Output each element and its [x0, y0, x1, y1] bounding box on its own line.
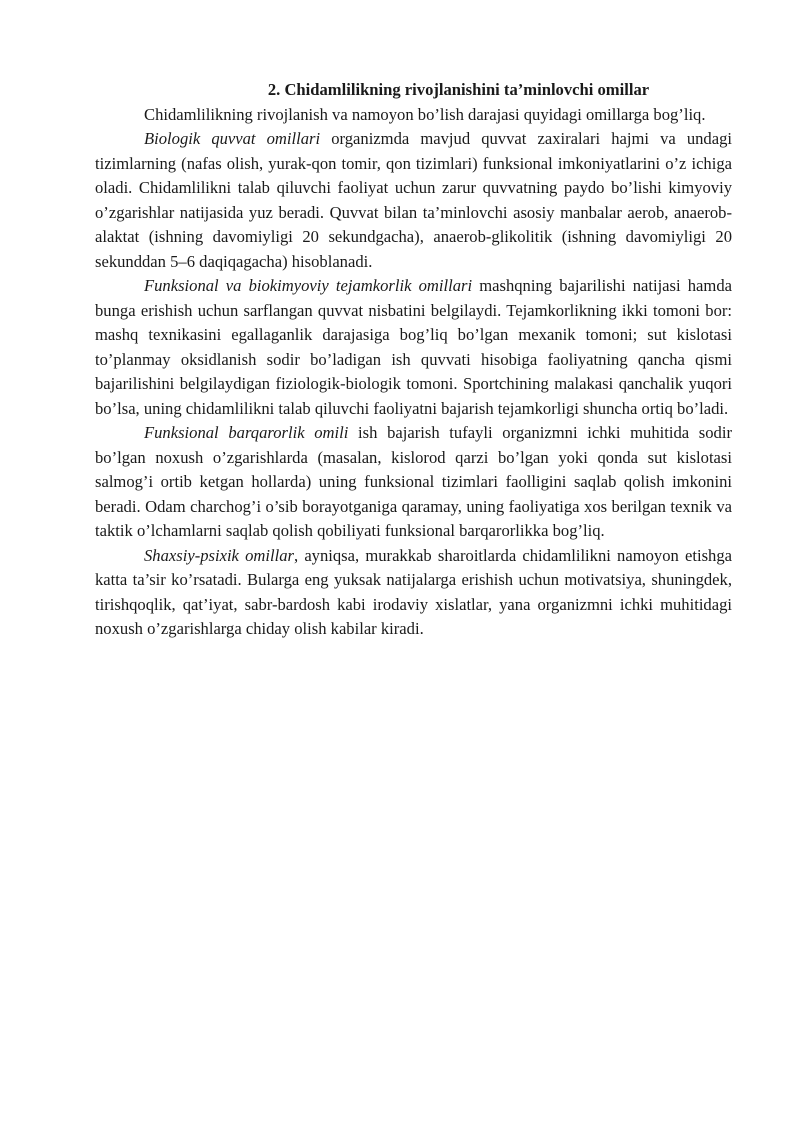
paragraph-stability-factor — [95, 421, 732, 544]
paragraph-economy-factors — [95, 274, 732, 421]
paragraph-text: ish bajarish tufayli organizmni ichki muhitida sodir bo’lgan noxush o’zgarishlarda (masalan, kislorod qarzi bo’lgan yoki qonda sut kislotasi salmog’i ortib ketgan hollarda) uning funksional tizimlari faolligini saqlab qolish imkonini beradi. Odam charchog’i o’sib borayotganiga qaramay, uning faoliyatiga xos berilgan texnik va taktik o’lchamlarni saqlab qolish qobiliyati funksional barqarorlikka bog’liq. — [95, 423, 732, 540]
paragraph-text: , ayniqsa, murakkab sharoitlarda chidamlilikni namoyon etishga katta ta’sir ko’rsatadi. Bularga eng yuksak natijalarga erishish uchun motivatsiya, shuningdek, tirishqoqlik, qat’iyat, sabr-bardosh kabi irodaviy xislatlar, yana organizmni ichki muhitidagi noxush o’zgarishlarga chiday olish kabilar kiradi. — [95, 545, 732, 638]
paragraph-text: organizmda mavjud quvvat zaxiralari hajmi va undagi tizimlarning (nafas olish, yurak-qon tomir, qon tizimlari) funksional imkoniyatlarini o’z ichiga oladi. Chidamlilikni talab qiluvchi faoliyat uchun zarur quvvatning paydo bo’lishi kimyoviy o’zgarishlar natijasida yuz beradi. Quvvat bilan ta’minlovchi asosiy manbalar aerob, anaerob-alaktat (ishning davomiyligi 20 sekundgacha), anaerob-glikolitik (ishning davomiyligi 20 sekunddan 5–6 daqiqagacha) hisoblanadi. — [95, 129, 732, 271]
paragraph-biological-factors — [95, 127, 732, 274]
paragraph-text: mashqning bajarilishi natijasi hamda bunga erishish uchun sarflangan quvvat nisbatini belgilaydi. Tejamkorlikning ikki tomoni bor: mashq texnikasini egallaganlik darajasiga bog’liq bo’lgan mexanik tomoni; sut kislotasi to’planmay oksidlanish sodir bo’ladigan ish quvvati hisobiga faoliyatning qancha qismi bajarilishini belgilaydigan fiziologik-biologik tomoni. Sportchining malakasi qanchalik yuqori bo’lsa, uning chidamlilikni talab qiluvchi faoliyatni bajarish tejamkorligi shuncha ortiq bo’ladi. — [95, 276, 732, 418]
document-page — [95, 78, 732, 642]
term-psychological-factors: Shaxsiy-psixik omillar — [144, 545, 294, 565]
term-economy-factors: Funksional va biokimyoviy tejamkorlik omillari — [144, 276, 473, 295]
section-title: 2. Chidamlilikning rivojlanishini ta’minlovchi omillar — [267, 80, 650, 99]
term-biological-factors: Biologik quvvat omillari — [144, 129, 321, 148]
paragraph-psychological-factors — [95, 544, 732, 642]
paragraph-intro — [95, 103, 732, 128]
paragraph-text: Chidamlilikning rivojlanish va namoyon bo’lish darajasi quyidagi omillarga bog’liq. — [144, 104, 706, 124]
term-stability-factor: Funksional barqarorlik omili — [144, 423, 349, 442]
